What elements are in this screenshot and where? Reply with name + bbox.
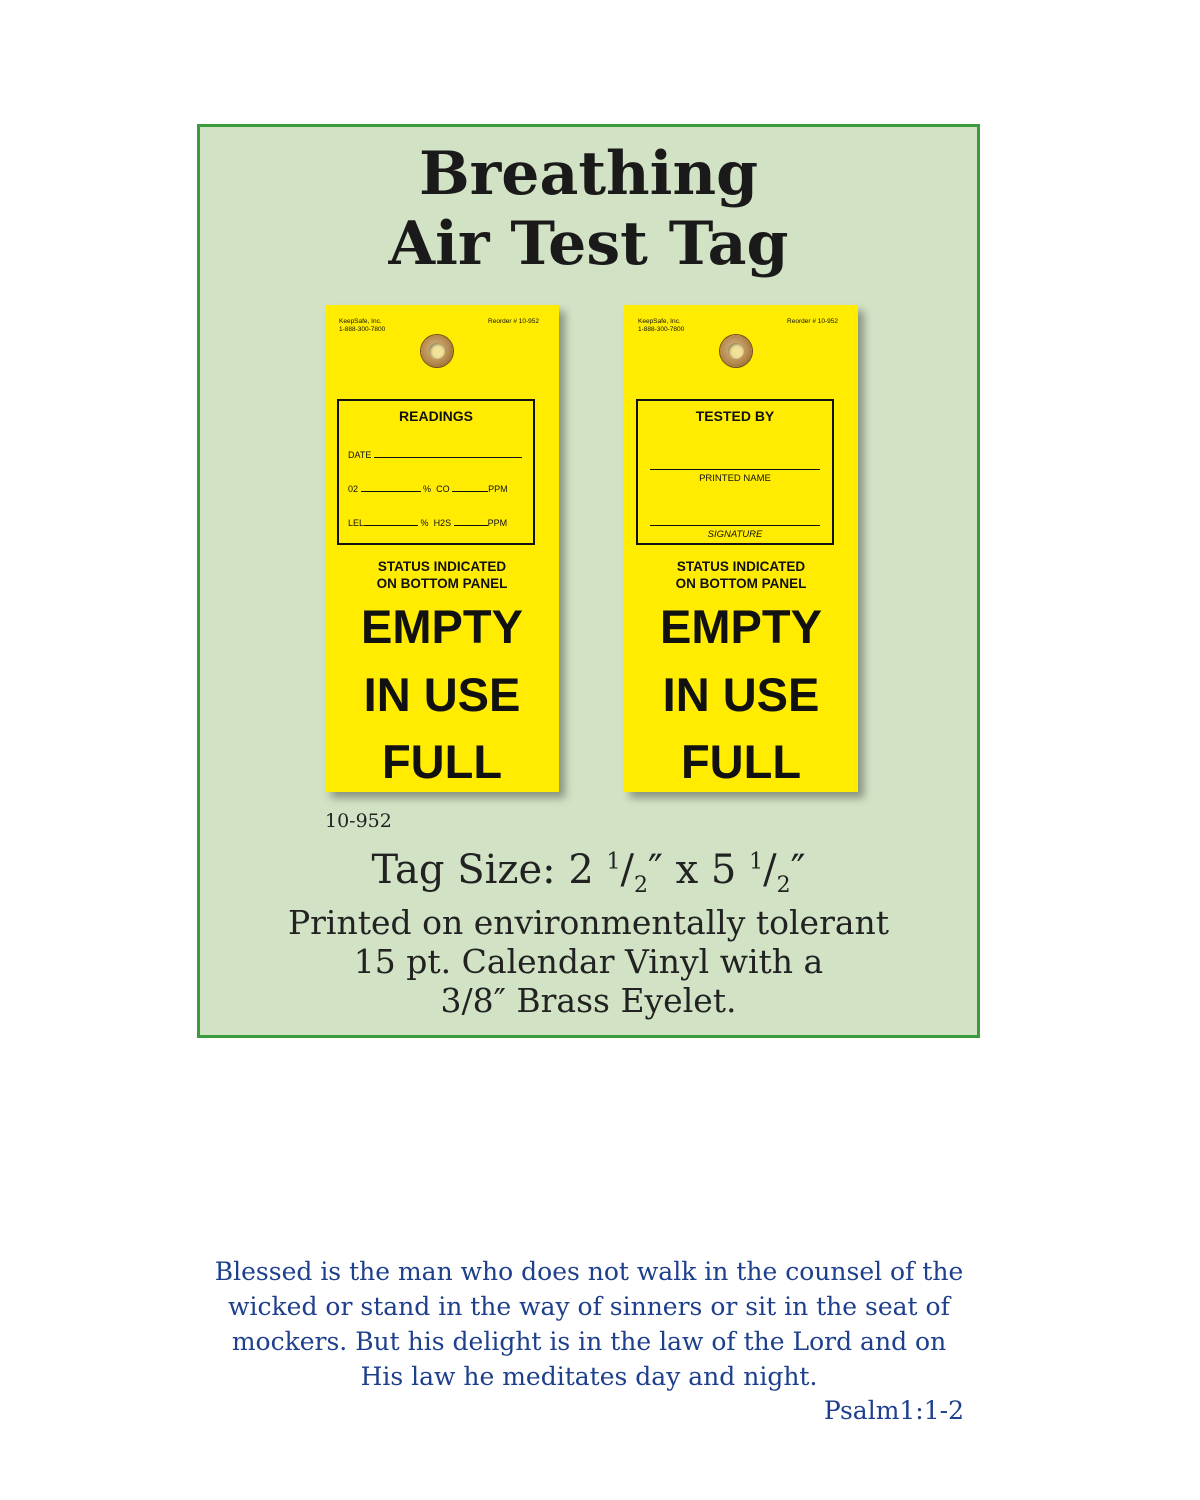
lel-line	[364, 517, 418, 526]
tag-company-name: KeepSafe, Inc.	[339, 318, 382, 325]
tag-front	[325, 305, 559, 792]
size-label: Tag Size: 2	[371, 847, 607, 893]
h2s-ppm: PPM	[487, 518, 508, 528]
brass-eyelet-icon	[720, 335, 752, 367]
size-den-1: 2	[634, 873, 648, 898]
signature-line	[650, 525, 820, 526]
description-line-1: Printed on environmentally tolerant	[287, 903, 890, 942]
date-label: DATE	[348, 450, 372, 460]
printed-name-label: PRINTED NAME	[699, 473, 771, 484]
status-in-use: IN USE	[662, 668, 820, 721]
verse-line-3: mockers. But his delight is in the law of the Lord and on	[231, 1327, 947, 1356]
status-note-line-1: STATUS INDICATED	[676, 559, 806, 574]
status-note	[624, 558, 858, 592]
signature-label: SIGNATURE	[707, 529, 763, 540]
printed-name-line	[650, 469, 820, 470]
tag-back	[624, 305, 858, 792]
description-line-3: 3/8″ Brass Eyelet.	[440, 981, 737, 1020]
bible-verse	[200, 1254, 978, 1394]
h2s-label: H2S	[433, 518, 452, 528]
o2-co-field	[348, 483, 508, 494]
description-line-2: 15 pt. Calendar Vinyl with a	[353, 942, 824, 981]
status-note-line-1: STATUS INDICATED	[377, 559, 507, 574]
readings-title: READINGS	[399, 408, 473, 424]
readings-box	[337, 399, 535, 545]
tag-reorder-number: Reorder # 10-952	[787, 318, 838, 325]
o2-line	[361, 483, 421, 492]
tag-company-phone: 1-888-300-7800	[339, 326, 386, 333]
h2s-line	[454, 517, 488, 526]
product-code: 10-952	[325, 810, 392, 832]
product-panel	[197, 124, 980, 1038]
size-den-2: 2	[776, 873, 791, 898]
lel-label: LEL	[348, 518, 365, 528]
date-line	[374, 449, 522, 458]
status-full: FULL	[381, 735, 503, 788]
material-description	[200, 903, 977, 1020]
o2-percent: %	[423, 484, 432, 494]
tag-company-info	[638, 318, 684, 334]
status-note	[325, 558, 559, 592]
verse-line-2: wicked or stand in the way of sinners or sit in the seat of	[228, 1292, 950, 1321]
co-line	[452, 483, 488, 492]
title-line-1: Breathing	[418, 139, 759, 209]
tag-company-info	[339, 318, 385, 334]
status-in-use: IN USE	[363, 668, 521, 721]
status-note-line-2: ON BOTTOM PANEL	[675, 576, 807, 591]
o2-label: 02	[348, 484, 359, 494]
title-line-2: Air Test Tag	[388, 209, 789, 279]
tag-company-name: KeepSafe, Inc.	[638, 318, 681, 325]
product-title	[200, 139, 977, 279]
tested-by-box	[636, 399, 834, 545]
tested-by-title: TESTED BY	[695, 408, 775, 424]
status-full: FULL	[680, 735, 802, 788]
status-empty: EMPTY	[361, 600, 523, 653]
lel-percent: %	[420, 518, 429, 528]
status-empty: EMPTY	[660, 600, 822, 653]
brass-eyelet-icon	[421, 335, 453, 367]
verse-reference: Psalm1:1-2	[823, 1396, 964, 1425]
tag-size: Tag Size: 2 $^1/_2''$ x 5 $^1/_2''$	[371, 847, 806, 898]
status-note-line-2: ON BOTTOM PANEL	[376, 576, 508, 591]
co-label: CO	[436, 484, 450, 494]
tag-reorder-number: Reorder # 10-952	[488, 318, 539, 325]
size-num-1: 1	[606, 849, 621, 875]
size-end: ″	[790, 847, 806, 893]
date-field	[348, 449, 522, 460]
co-ppm: PPM	[488, 484, 508, 494]
size-mid: ″ x 5	[648, 847, 750, 893]
size-num-2: 1	[749, 849, 764, 875]
verse-line-1: Blessed is the man who does not walk in the counsel of the	[214, 1257, 964, 1286]
lel-h2s-field	[348, 517, 507, 528]
tag-company-phone: 1-888-300-7800	[638, 326, 685, 333]
verse-line-4: His law he meditates day and night.	[360, 1362, 818, 1391]
